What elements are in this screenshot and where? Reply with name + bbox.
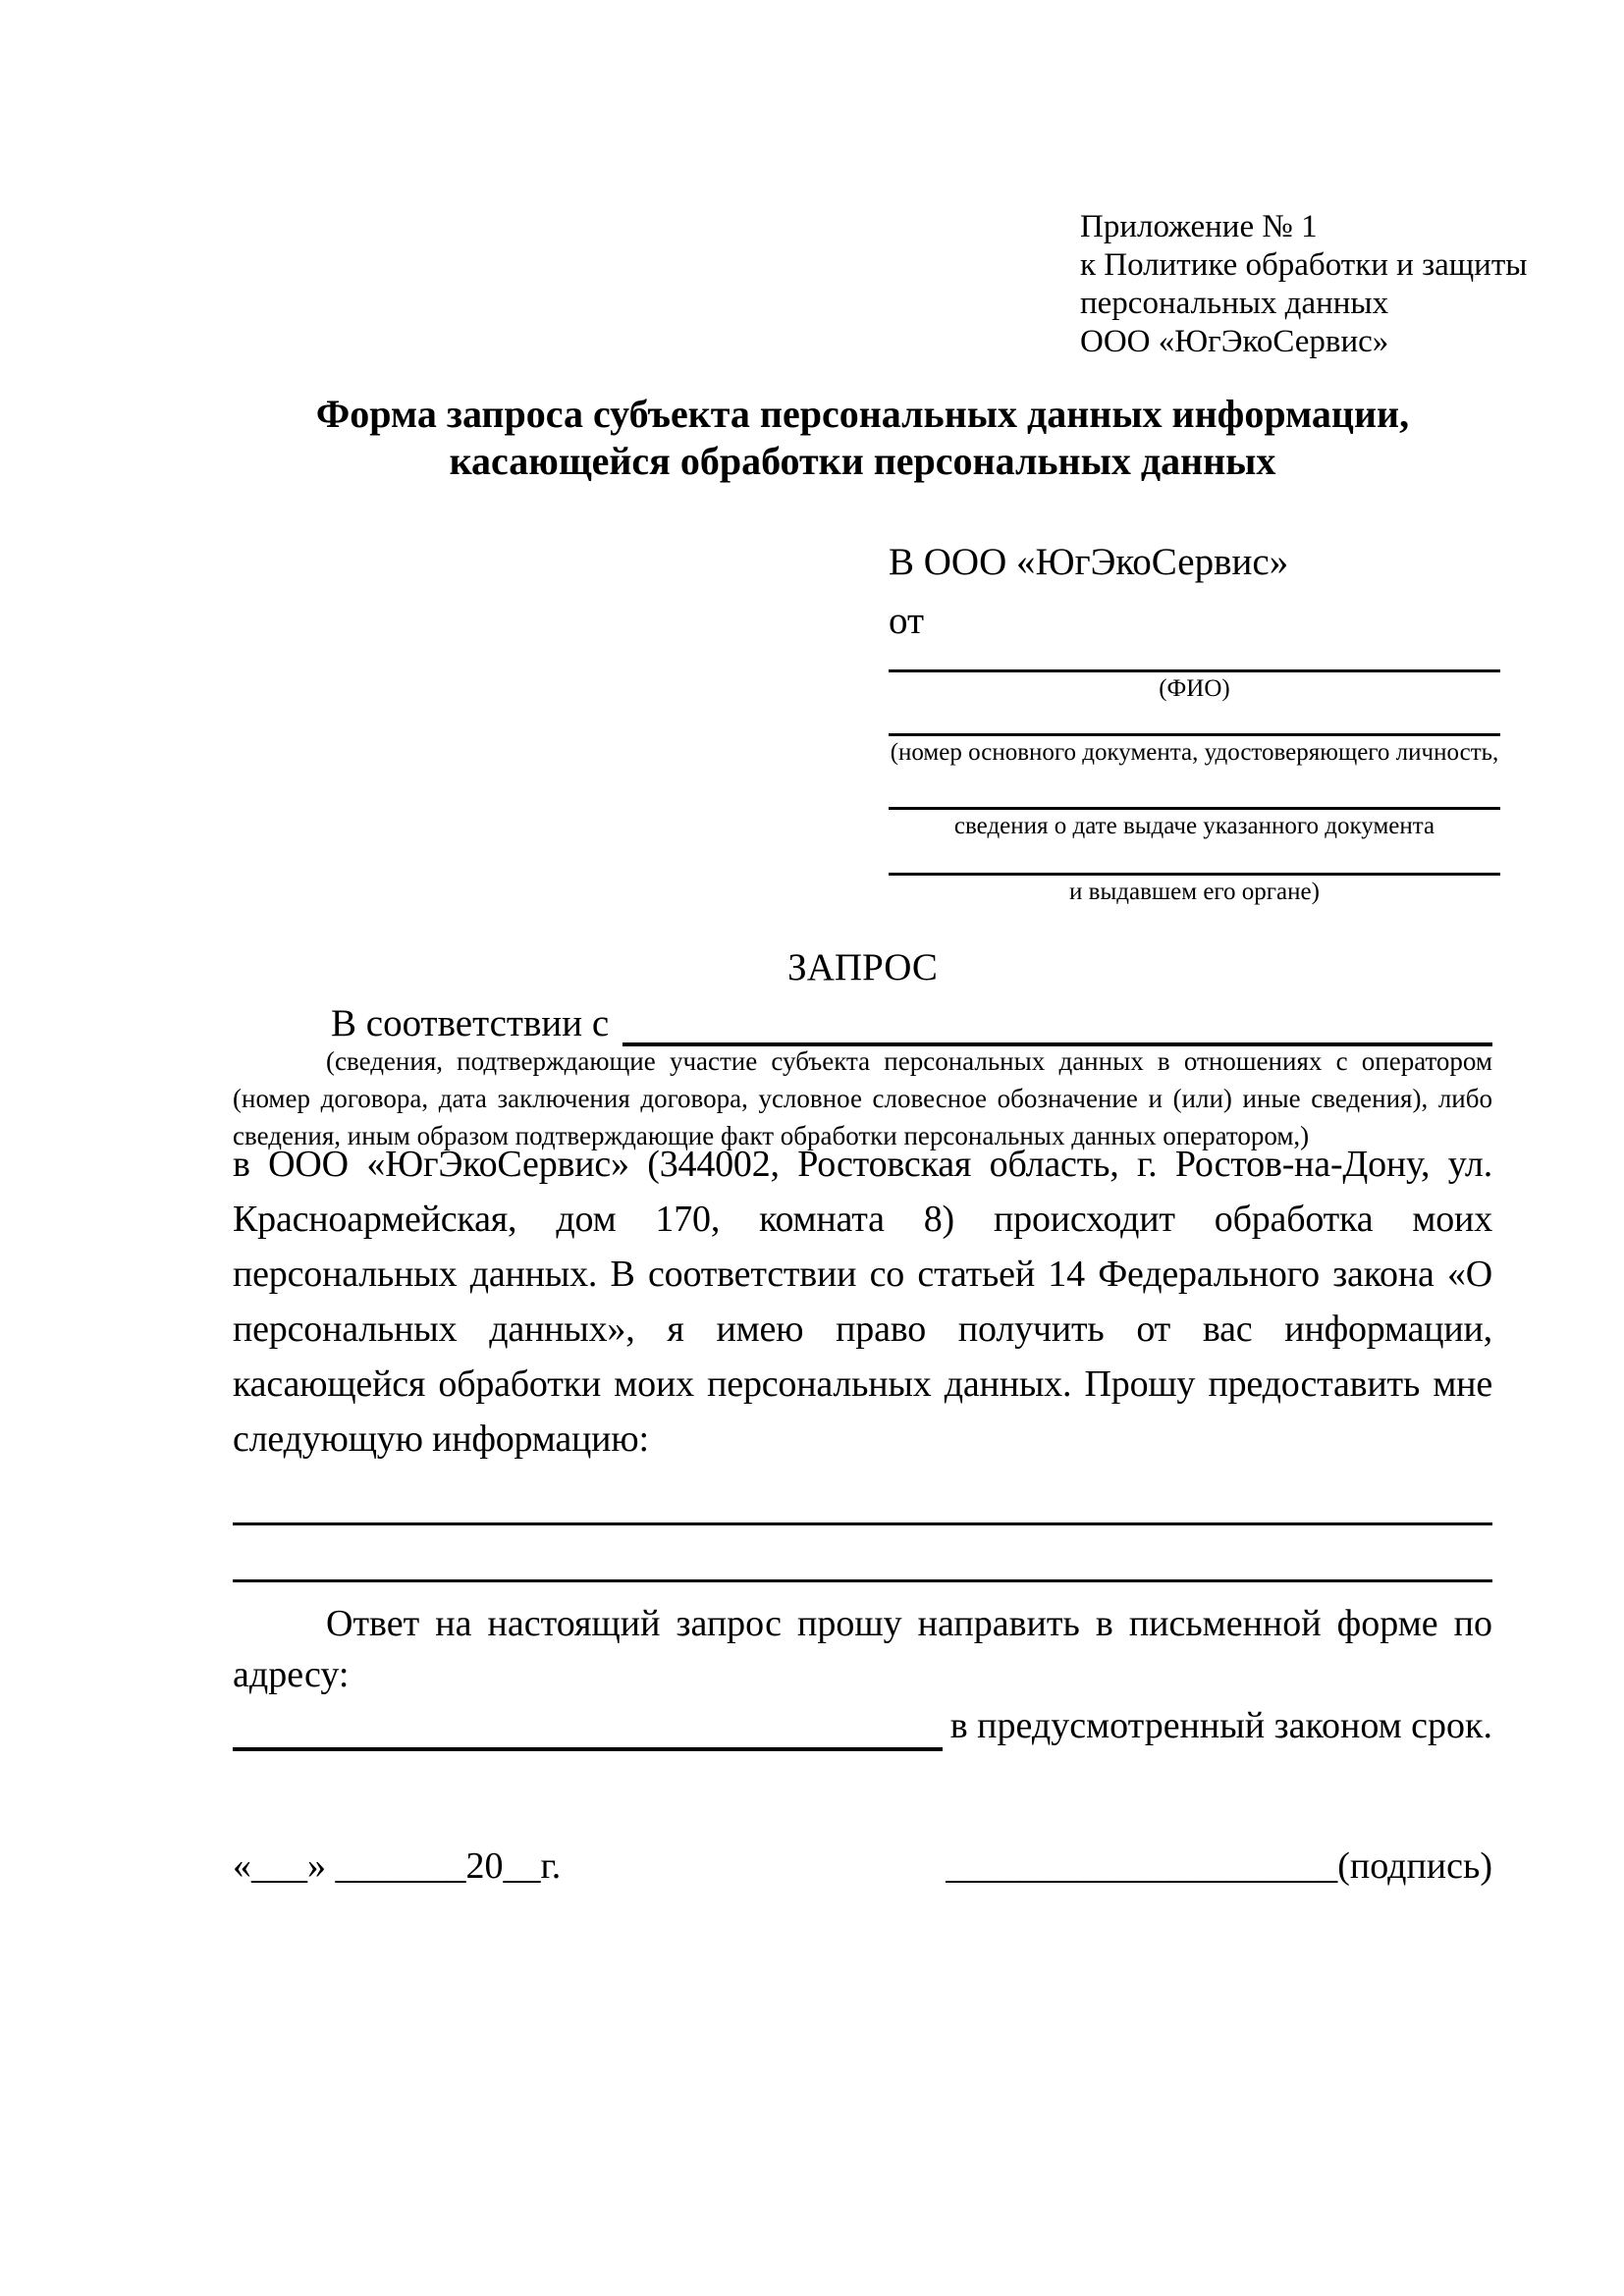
- intro-line: [233, 1001, 1492, 1046]
- signature-row: [233, 1842, 1492, 1891]
- doc-number-field-line: [889, 706, 1500, 736]
- doc-date-field-line: [889, 770, 1500, 810]
- fio-field-line: [889, 644, 1500, 672]
- header-note-line: персональных данных: [1080, 286, 1389, 321]
- signature-caption: (подпись): [1337, 1845, 1492, 1887]
- header-note-line: Приложение № 1: [1080, 209, 1318, 244]
- header-note: [1080, 208, 1528, 361]
- intro-prefix: В соответствии с: [331, 1002, 610, 1044]
- doc-issuer-field-line: [889, 843, 1500, 876]
- body-paragraph: в ООО «ЮгЭкоСервис» (344002, Ростовская область, г. Ростов-на-Дону, ул. Красноармейская, дом 170, комната 8) происходит обработка моих персональных данных. В соответствии со статьей 14 Федерального закона «О персональных данных», я имею право получить от вас информации, касающейся обработки моих персональных данных. Прошу предоставить мне следующую информацию:: [233, 1144, 1492, 1460]
- fine-print-note: (сведения, подтверждающие участие субъекта персональных данных в отношениях с оператором (номер договора, дата заключения договора, условное словесное обозначение и (или) иные сведения), либо сведения, иным образом подтверждающие факт обработки персональных данных оператором,): [233, 1046, 1492, 1150]
- addressee-to: В ООО «ЮгЭкоСервис»: [889, 541, 1289, 583]
- addressee-from-label: от: [889, 600, 925, 642]
- addressee-block: [889, 540, 1500, 909]
- doc-issuer-field-caption: и выдавшем его органе): [1069, 879, 1320, 905]
- page-title-line2: касающейся обработки персональных данных: [449, 439, 1276, 483]
- lower-section: [233, 1137, 1492, 1891]
- signature-blank-line: _____________________: [946, 1845, 1338, 1887]
- blank-line-1: [233, 1522, 1492, 1525]
- page-title-line1: Форма запроса субъекта персональных данных информации,: [315, 392, 1410, 436]
- fio-field-caption: (ФИО): [1159, 675, 1230, 702]
- intro-blank-line: [623, 1003, 1492, 1046]
- date-line: «___» _______20__г.: [233, 1845, 562, 1887]
- request-heading: ЗАПРОС: [787, 946, 938, 988]
- header-note-line: ООО «ЮгЭкоСервис»: [1080, 324, 1389, 359]
- doc-number-field-caption: (номер основного документа, удостоверяющего личность,: [890, 739, 1499, 766]
- response-suffix: в предусмотренный законом срок.: [949, 1705, 1492, 1746]
- signature-line: [946, 1842, 1492, 1891]
- doc-date-field-caption: сведения о дате выдаче указанного документа: [953, 813, 1435, 839]
- header-note-line: к Политике обработки и защиты: [1080, 247, 1528, 283]
- response-address-blank-line: [233, 1704, 943, 1751]
- blank-line-2: [233, 1579, 1492, 1582]
- response-paragraph-line2: [233, 1700, 1492, 1751]
- response-paragraph-line1: Ответ на настоящий запрос прошу направить в письменной форме по адресу:: [233, 1603, 1492, 1695]
- page-title: [233, 391, 1492, 485]
